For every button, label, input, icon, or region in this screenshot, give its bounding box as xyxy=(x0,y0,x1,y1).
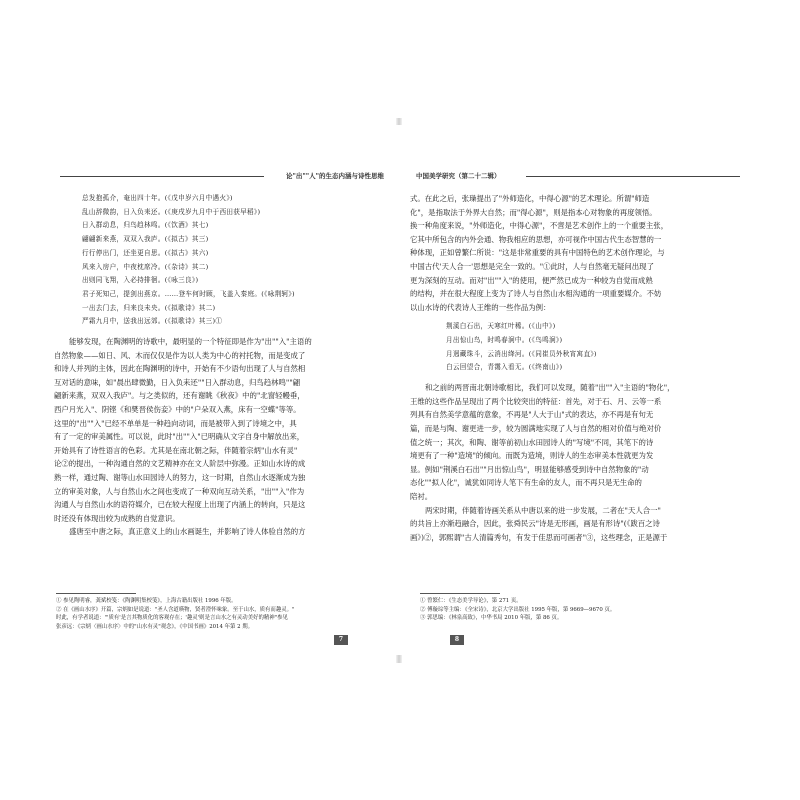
left-page xyxy=(44,125,400,655)
left-paragraph-2 xyxy=(54,525,400,539)
text-line: 的共旨上亦渐趋融合，因此，张舜民云"诗是无形画，画是有形诗"(《跋百之诗 xyxy=(410,519,660,529)
text-line: 的结构，并在很大程度上变为了诗人与自然山水相沟通的一项重要媒介。不妨 xyxy=(410,289,662,299)
footnote: ② 在《画山水序》开篇，宗炳如是说道："圣人含道暎物，贤者澄怀味象。至于山水，质有而趣灵。" xyxy=(56,606,295,613)
footnote: 张彦远：《宗炳〈画山水序〉中的"山水有灵"观念》，《中国书画》2014 年第 2 期。 xyxy=(56,623,254,630)
poem-line: 出则同飞翔，入必持排徊。(《咏三良》) xyxy=(82,276,199,285)
poem-line: 风来入房户，中夜枕席冷。(《杂诗》其二) xyxy=(82,262,209,271)
right-poem-block xyxy=(410,320,746,375)
right-paragraph-1 xyxy=(410,192,746,314)
text-line: 沟通人与自然山水的语符媒介，已在较大程度上出现了内涵上的转向，只是这 xyxy=(54,500,306,510)
right-footnotes xyxy=(420,597,746,623)
text-line: 值之统一；其次，和陶、谢等前初山水田园诗人的"写境"不同，其笔下的诗 xyxy=(410,437,654,447)
poem-line: 一出去门去，归来良未央。(《拟歌诗》其二) xyxy=(82,303,216,312)
text-line: 两宋时期，伴随着诗画关系从中唐以来的进一步发展，二者在"天人合一" xyxy=(425,505,661,515)
poem-line: 月迥藏珠斗，云消出绛河。(《同崔员外秋宵寓直》) xyxy=(446,349,597,358)
poem-line: 君子死知己，提剑出燕京。……登车何时顾，飞盖入秦庭。(《咏荆轲》) xyxy=(82,289,295,298)
footnote: ③ 郭思编：《林泉高致》，中华书局 2010 年版，第 86 页。 xyxy=(420,615,563,622)
text-line: 境更有了一种"造境"的倾向。而既为造境，则诗人的生态审美本性就更为发 xyxy=(410,451,654,461)
poem-line: 总发抱孤介，奄出四十年。(《戊申岁六月中遇火》) xyxy=(82,194,233,202)
text-line: 开始具有了诗性语言的色彩。尤其是在南北朝之际，伴随着宗炳"山水有灵" xyxy=(54,445,298,455)
text-line: 熟一样，通过陶、谢等山水田园诗人的努力，这一时期，自然山水逐渐成为独 xyxy=(54,472,306,482)
text-line: 画》)②，郭熙谓"古人清篇秀句，有发于佳思而可画者"③，这些理念，正是源于 xyxy=(410,532,668,542)
text-line: 互对话的意味，如"晨出肆微勤，日入负耒还""日入群动息，归鸟趋林鸣""翩 xyxy=(54,377,301,387)
text-line: 篇，而是与陶、谢更进一步，较为圆满地实现了人与自然的相对价值与绝对价 xyxy=(410,423,662,433)
text-line: 盛唐至中唐之际，真正意义上的山水画诞生，并影响了诗人体验自然的方 xyxy=(69,527,306,537)
text-line: 西户月光入"、阴铿《和樊晋侯伤妾》中的"户朵双入燕，床有一空蝶"等等。 xyxy=(54,405,301,414)
right-running-header xyxy=(416,172,740,180)
text-line: 式。在此之后，张璪提出了"外师造化，中得心源"的艺术理论。所谓"师造 xyxy=(410,194,650,203)
text-line: 和诗人并列的主体，因此在陶渊明的诗中，开始有不少语句出现了人与自然相 xyxy=(54,364,306,374)
text-line: 能够发现，在陶渊明的诗歌中，最明显的一个特征即是作为"出""入"主语的 xyxy=(69,337,312,347)
text-line: 自然物象——如日、风、木而仅仅是作为以人类为中心的衬托物，而是变成了 xyxy=(54,350,306,360)
right-paragraph-2 xyxy=(410,381,746,503)
left-footnotes xyxy=(56,597,396,631)
right-paragraph-3 xyxy=(410,504,746,545)
left-body xyxy=(54,192,400,539)
footnote: 时此，有学者说道："'质有'是言其物质化的客观存在；'趣灵'则是言山水之有灵动美好的精神"参见 xyxy=(56,615,288,622)
footnote: ② 傅璇琮等主编：《全宋诗》，北京大学出版社 1995 年版，第 9669—9670 页。 xyxy=(420,606,616,613)
footnote-rule xyxy=(420,593,500,594)
text-line: 有了一定的审美属性。可以说，此时"出""入"已明确从文字自身中解放出来， xyxy=(54,432,305,442)
poem-line: 月出惊山鸟，时鸣春涧中。(《鸟鸣涧》) xyxy=(446,336,563,345)
text-line: 以山水诗的代表诗人王维的一些作品为例： xyxy=(410,302,551,312)
poem-line: 白云回望合，青霭入看无。(《终南山》) xyxy=(446,363,563,372)
poem-line: 日入群动息，归鸟趋林鸣。(《饮酒》其七) xyxy=(82,221,209,230)
right-header-title: 中国美学研究（第二十二辑） xyxy=(416,172,501,180)
text-line: 列具有自然美学意蕴的意象，不再是"人大于山"式的表达，亦不再是有句无 xyxy=(410,410,654,420)
header-rule xyxy=(60,176,264,177)
page-number: 8 xyxy=(450,635,464,645)
header-rule xyxy=(526,176,740,177)
poem-line: 翩翩新来燕，双双入我庐。(《拟古》其三) xyxy=(82,235,209,244)
poem-line: 严霜九月中，送我出远郊。(《拟歌诗》其三)① xyxy=(82,317,223,326)
left-header-title: 论"出""人"的生态内涵与诗性思维 xyxy=(285,172,384,180)
poem-line: 行行停出门，还坐更自思。(《拟古》其六) xyxy=(82,248,209,257)
poem-line: 乱山辞微韵，日入负耒还。(《庚戌岁九月中于西田获早稻》) xyxy=(82,207,261,216)
text-line: 这里的"出""入"已经不单单是一种趋向动词，而是被带入到了诗境之中，具 xyxy=(54,418,297,428)
text-line: 中国古代'天人合一'思想是完全一致的。"①此时，人与自然毫无疑问出现了 xyxy=(410,261,654,271)
page-number: 7 xyxy=(334,635,348,645)
left-poem-block xyxy=(54,192,400,329)
text-line: 更为深刻的互动。而对"出""入"的使用，便严然已成为一种较为自觉而成熟 xyxy=(410,275,653,285)
text-line: 王维的这些作品呈现出了两个比较突出的特征：首先，对于石、月、云等一系 xyxy=(410,396,662,406)
text-line: 和之前的两晋南北朝诗歌相比，我们可以发现，随着"出""入"主语的"物化"， xyxy=(425,383,675,393)
poem-line: 荆溪白石出，天寒红叶稀。(《山中》) xyxy=(446,322,556,331)
right-body xyxy=(410,192,746,544)
text-line: 种体现，正如曾繁仁所说："这是非常重要的具有中国特色的艺术创作理论，与 xyxy=(410,248,665,258)
text-line: 时还没有体现出较为成熟的自觉意识。 xyxy=(54,513,180,523)
left-paragraph-1 xyxy=(54,335,400,525)
footnote-rule xyxy=(56,593,136,594)
text-line: 显。例如"荆溪白石出""月出惊山鸟"，明显能够感受到诗中自然物象的"动 xyxy=(410,464,649,474)
left-running-header xyxy=(60,172,384,180)
footnote: ① 曾繁仁：《生态美学导论》，第 271 页。 xyxy=(420,598,522,604)
text-line: 立的审美对象，人与自然山水之间也变成了一种双向互动关系，"出""入"作为 xyxy=(54,486,305,496)
text-line: 换一种角度来说，"外师造化，中得心源"，不啻是艺术创作上的一个重要主张， xyxy=(410,221,669,231)
text-line: 态化""拟人化"，诚犹如同诗人笔下有生命的友人，而不再只是无生命的 xyxy=(410,478,642,488)
text-line: 它其中所包含的内外会通、物我相应的思想，亦可视作中国古代生态智慧的一 xyxy=(410,234,662,244)
text-line: 翩新来燕，双双入我庐"。与之类似的，还有谢眺《秋夜》中的"北窗轻幔垂， xyxy=(54,391,305,401)
footnote: ① 参见陶明睿，龚斌校笺：《陶渊明集校笺》，上海古籍出版社 1996 年版。 xyxy=(56,598,237,604)
text-line: 化"，是指取法于外界大自然；而"得心源"，则是指本心对物象的再度领悟。 xyxy=(410,207,657,217)
text-line: 陪衬。 xyxy=(410,491,433,501)
right-page xyxy=(400,125,756,655)
text-line: 论②的提出，一种沟通自然的文艺精神亦在文人阶层中弥漫。正如山水诗的成 xyxy=(54,459,306,469)
